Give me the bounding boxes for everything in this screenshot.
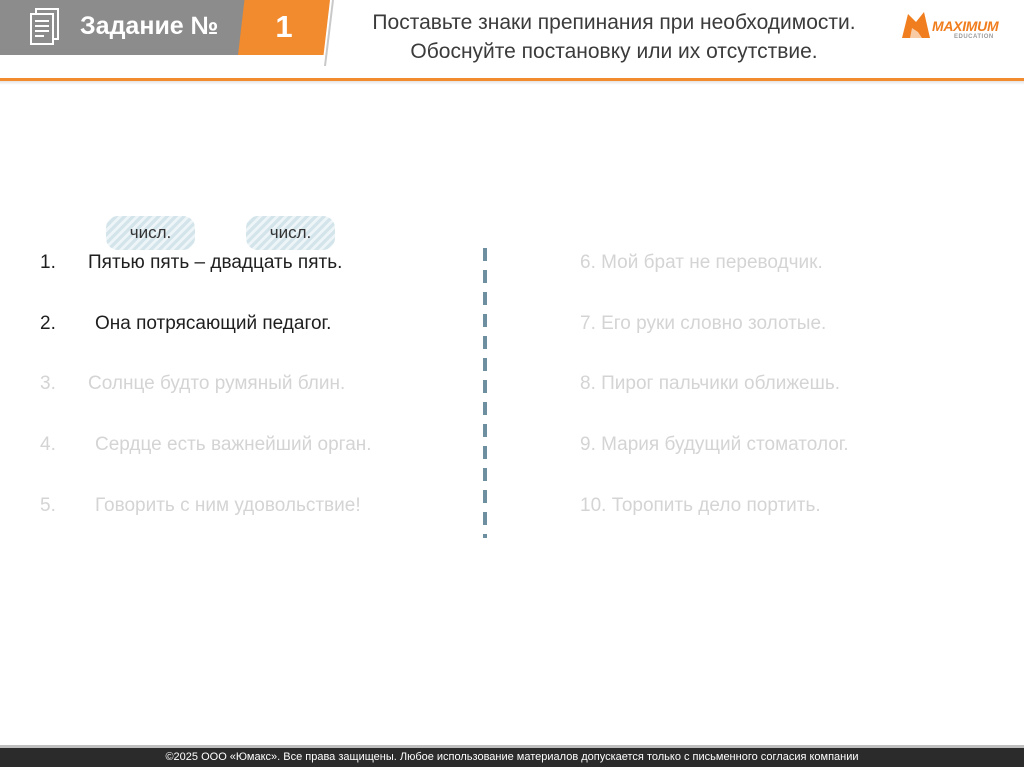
copyright-footer: ©2025 ООО «Юмакс». Все права защищены. Любое использование материалов допускается только с письменного согласия компании xyxy=(0,748,1024,767)
sentence-text: Солнце будто румяный блин. xyxy=(88,373,346,394)
sentence-number: 1. xyxy=(40,252,56,273)
sentence-number: 2. xyxy=(40,313,56,334)
sentence-text: Сердце есть важнейший орган. xyxy=(95,434,372,455)
divider-slash xyxy=(323,0,335,66)
sentence-text: Она потрясающий педагог. xyxy=(95,313,332,334)
logo-wordmark: MAXIMUM xyxy=(932,18,999,34)
sentence-text: Говорить с ним удовольствие! xyxy=(95,495,361,516)
task-number: 1 xyxy=(275,9,293,44)
document-icon xyxy=(28,7,62,47)
sentence-7: 7. Его руки словно золотые. xyxy=(580,313,827,334)
sentence-text: Пятью пять – двадцать пять. xyxy=(88,252,343,273)
instruction-line-1: Поставьте знаки препинания при необходимости. xyxy=(372,11,856,34)
sentence-number: 4. xyxy=(40,434,56,455)
task-title-bar xyxy=(0,0,245,55)
task-label: Задание № xyxy=(80,12,219,40)
sentence-number: 3. xyxy=(40,373,56,394)
header-shadow xyxy=(0,81,1024,85)
sentence-8: 8. Пирог пальчики оближешь. xyxy=(580,373,841,394)
sentence-9: 9. Мария будущий стоматолог. xyxy=(580,434,849,455)
sentence-number: 5. xyxy=(40,495,56,516)
logo-subtitle: EDUCATION xyxy=(954,34,994,40)
maximum-education-logo xyxy=(898,8,1016,46)
sentence-6: 6. Мой брат не переводчик. xyxy=(580,252,823,273)
task-instruction xyxy=(336,8,892,66)
column-divider xyxy=(483,248,487,538)
sentence-10: 10. Торопить дело портить. xyxy=(580,495,821,516)
chip-numeral-1: числ. xyxy=(106,216,195,250)
instruction-line-2: Обоснуйте постановку или их отсутствие. xyxy=(410,40,818,63)
chip-numeral-2: числ. xyxy=(246,216,335,250)
logo-icon xyxy=(898,8,934,44)
slide-header xyxy=(0,0,1024,82)
